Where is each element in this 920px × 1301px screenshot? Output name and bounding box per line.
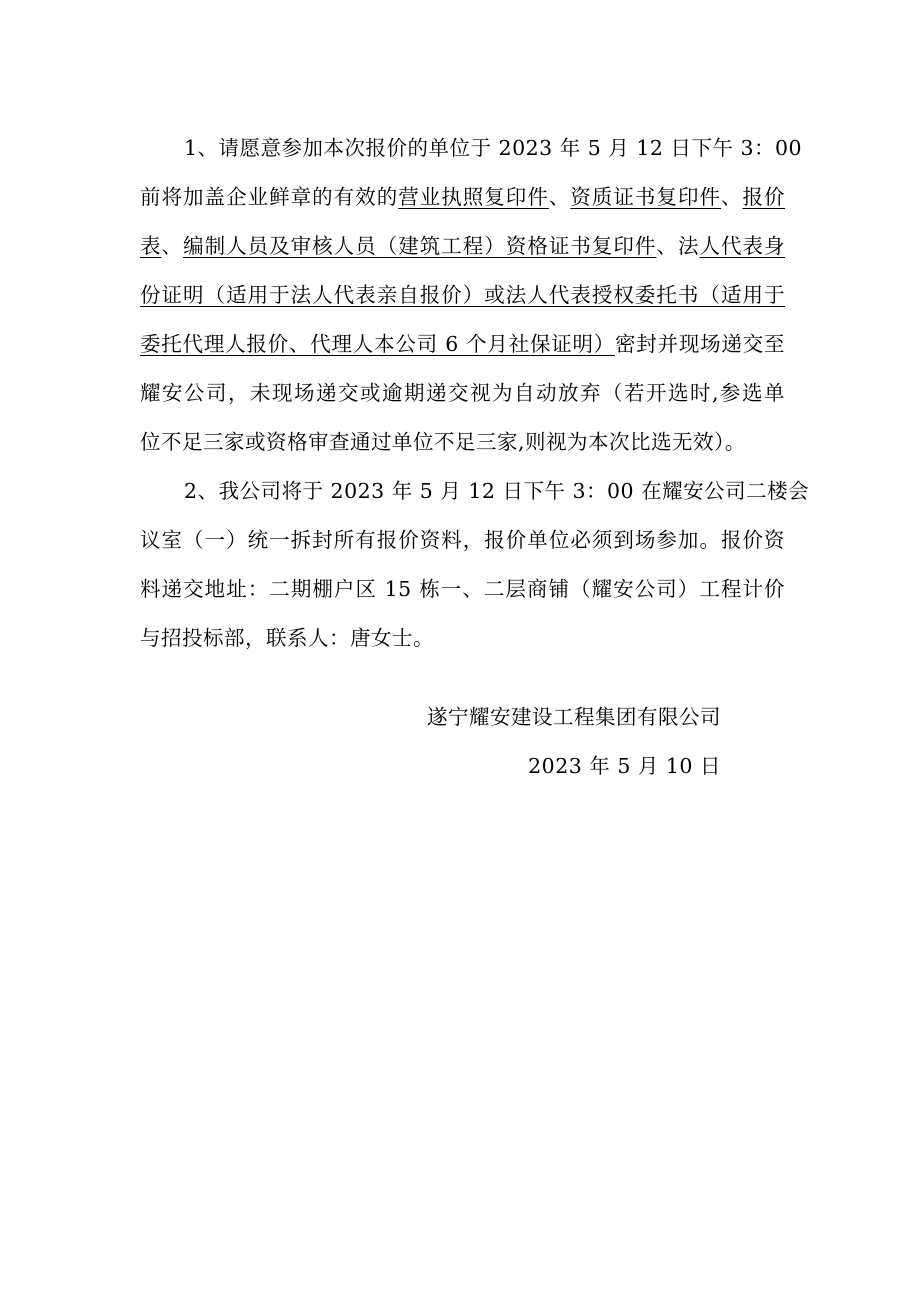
quote-form-text-part1: 报价 [742, 185, 786, 209]
paragraph1-line5 [140, 330, 785, 358]
paragraph1-line6 [140, 379, 785, 407]
company-signature: 遂宁耀安建设工程集团有限公司 [427, 705, 721, 729]
paragraph1-line4 [140, 281, 785, 309]
paragraph2-line1 [184, 477, 810, 505]
legal-rep-id-text-part1: 人代表身 [699, 234, 786, 258]
paragraph1-line5-text-b: 密封并现场递交至 [615, 332, 785, 356]
quote-form-text-part2: 表 [140, 234, 162, 258]
paragraph2-line3 [140, 575, 785, 603]
paragraph1-line3 [140, 232, 785, 260]
paragraph1-line7-text: 位不足三家或资格审查通过单位不足三家,则视为本次比选无效）。 [140, 430, 746, 454]
authorization-text: 委托代理人报价、代理人本公司 6 个月社保证明） [140, 332, 616, 356]
paragraph1-line2-text-a: 前将加盖企业鲜章的有效的 [140, 185, 399, 209]
paragraph1-line1 [184, 134, 803, 162]
paragraph1-line6-text: 耀安公司，未现场递交或逾期递交视为自动放弃（若开选时,参选单 [140, 381, 785, 405]
paragraph1-line2 [140, 183, 785, 211]
separator: 、 [721, 185, 743, 209]
separator: 、 [161, 234, 184, 258]
paragraph2-line1-text: 2、我公司将于 2023 年 5 月 12 日下午 3：00 在耀安公司二楼会 [184, 479, 810, 503]
paragraph1-line3-text-d: 、法 [656, 234, 700, 258]
paragraph2-line2-text: 议室（一）统一拆封所有报价资料，报价单位必须到场参加。报价资 [140, 528, 785, 552]
signature-date: 2023 年 5 月 10 日 [528, 754, 721, 778]
qualification-cert-copy-text: 资质证书复印件 [570, 185, 721, 209]
paragraph2-line2 [140, 526, 785, 554]
paragraph1-line7 [140, 428, 785, 456]
paragraph2-line4 [140, 624, 785, 652]
staff-cert-copy-text: 编制人员及审核人员（建筑工程）资格证书复印件 [183, 234, 657, 258]
paragraph2-line3-text: 料递交地址：二期棚户区 15 栋一、二层商铺（耀安公司）工程计价 [140, 577, 785, 601]
separator: 、 [548, 185, 571, 209]
legal-rep-id-text-part2: 份证明（适用于法人代表亲自报价）或法人代表授权委托书（适用于 [140, 283, 785, 307]
paragraph2-line4-text: 与招投标部，联系人：唐女士。 [140, 626, 434, 650]
paragraph1-line1-text: 1、请愿意参加本次报价的单位于 2023 年 5 月 12 日下午 3：00 [184, 136, 803, 160]
business-license-copy-text: 营业执照复印件 [398, 185, 549, 209]
